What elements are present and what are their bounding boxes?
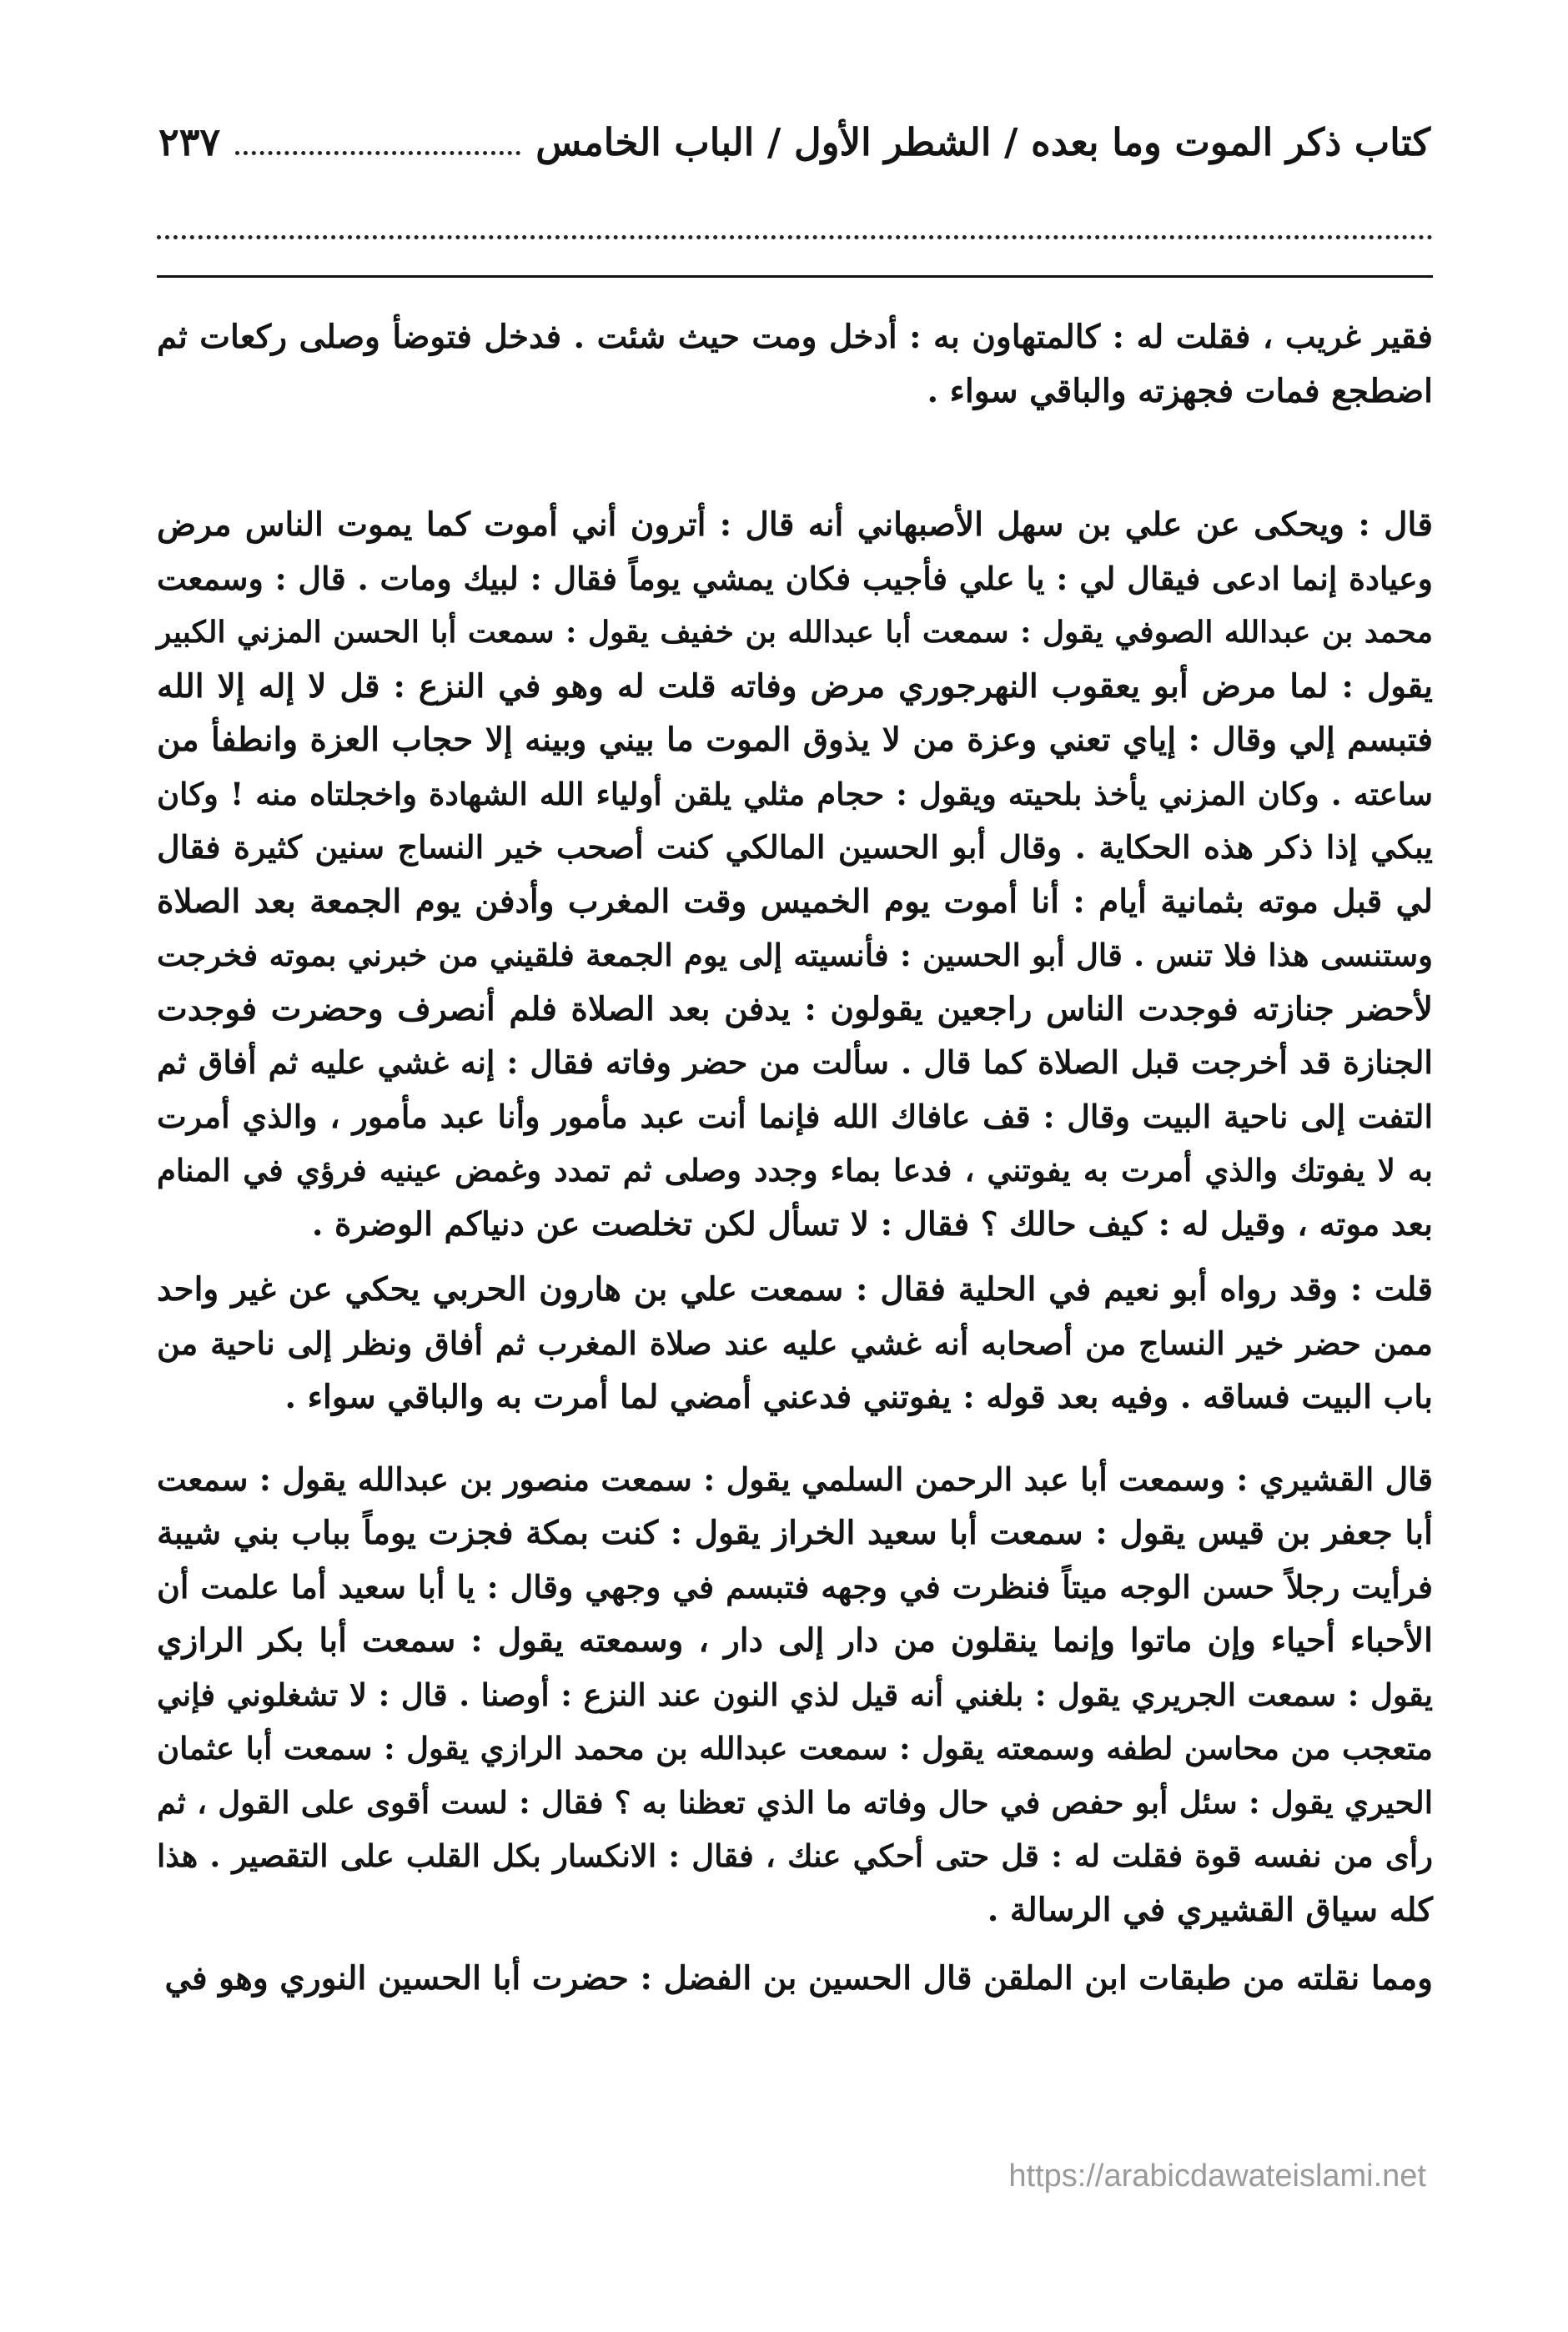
- text-line: يقول : سمعت الجريري يقول : بلغني أنه قيل لذي النون عند النزع : أوصنا . قال : لا تشغلوني فإني: [157, 1676, 1433, 1713]
- dotted-separator: [157, 235, 1433, 239]
- text-line: قلت : وقد رواه أبو نعيم في الحلية فقال : سمعت علي بن هارون الحربي يحكي عن غير واحد: [157, 1270, 1433, 1309]
- text-line: الأحباء أحياء وإن ماتوا وإنما ينقلون من دار إلى دار ، وسمعته يقول : سمعت أبا بكر الرازي: [157, 1621, 1433, 1660]
- text-line: باب البيت فساقه . وفيه بعد قوله : يفوتني فدعني أمضي لما أمرت به والباقي سواء .: [284, 1378, 1433, 1416]
- text-line: فقير غريب ، فقلت له : كالمتهاون به : أدخل ومت حيث شئت . فدخل فتوضأ وصلى ركعات ثم: [157, 318, 1433, 356]
- text-line: الجنازة قد أخرجت قبل الصلاة كما قال . سألت من حضر وفاته فقال : إنه غشي عليه ثم أفاق ثم: [157, 1043, 1433, 1081]
- text-line: التفت إلى ناحية البيت وقال : قف عافاك الله فإنما أنت عبد مأمور وأنا عبد مأمور ، والذي أمرت: [157, 1097, 1433, 1135]
- text-line: لأحضر جنازته فوجدت الناس راجعين يقولون : يدفن بعد الصلاة فلم أنصرف وحضرت فوجدت: [157, 989, 1433, 1028]
- running-header: [158, 108, 1430, 175]
- text-line: يقول : لما مرض أبو يعقوب النهرجوري مرض وفاته قلت له وهو في النزع : قل لا إله إلا الله: [157, 666, 1433, 706]
- header-rule: [157, 275, 1433, 278]
- text-line: أبا جعفر بن قيس يقول : سمعت أبا سعيد الخراز يقول : كنت بمكة فجزت يوماً بباب بني شيبة: [157, 1514, 1433, 1552]
- text-line: رأى من نفسه قوة فقلت له : قل حتى أحكي عنك ، فقال : الانكسار بكل القلب على التقصير . هذا: [157, 1837, 1433, 1874]
- text-line: ومما نقلته من طبقات ابن الملقن قال الحسين بن الفضل : حضرت أبا الحسين النوري وهو في: [164, 1959, 1433, 1998]
- header-title: كتاب ذكر الموت وما بعده / الشطر الأول / الباب الخامس: [535, 119, 1430, 164]
- text-line: ساعته . وكان المزني يأخذ بلحيته ويقول : حجام مثلي يلقن أولياء الله الشهادة واخجلتاه منه ! وكان: [157, 775, 1433, 812]
- watermark-url: https://arabicdawateislami.net: [1008, 2159, 1426, 2194]
- page-number: ٢٣٧: [158, 119, 221, 164]
- text-line: بعد موته ، وقيل له : كيف حالك ؟ فقال : لا تسأل لكن تخلصت عن دنياكم الوضرة .: [311, 1204, 1433, 1244]
- paragraph: [157, 1453, 1433, 1937]
- text-line: ممن حضر خير النساج من أصحابه أنه غشي عليه عند صلاة المغرب ثم أفاق ونظر إلى ناحية من: [157, 1324, 1433, 1362]
- text-line: فتبسم إلي وقال : إياي تعني وعزة من لا يذوق الموت ما بيني وبينه إلا حجاب العزة وانطفأ من: [157, 721, 1433, 759]
- text-line: محمد بن عبدالله الصوفي يقول : سمعت أبا عبدالله بن خفيف يقول : سمعت أبا الحسن المزني الكبير: [157, 615, 1433, 650]
- text-line: اضطجع فمات فجهزته والباقي سواء .: [927, 371, 1433, 410]
- paragraph: [157, 498, 1433, 1251]
- text-line: الحيري يقول : سئل أبو حفص في حال وفاته ما الذي تعظنا به ؟ فقال : لست أقوى على القول ، ثم: [157, 1783, 1433, 1821]
- paragraph: [157, 310, 1433, 418]
- text-line: به لا يفوتك والذي أمرت به يفوتني ، فدعا بماء وجدد وصلى ثم تمدد وغمض عينيه فرؤي في المنام: [157, 1152, 1433, 1189]
- text-line: قال : ويحكى عن علي بن سهل الأصبهاني أنه قال : أترون أني أموت كما يموت الناس مرض: [157, 505, 1433, 544]
- text-line: فرأيت رجلاً حسن الوجه ميتاً فنظرت في وجهه فتبسم في وجهي وقال : يا أبا سعيد أما علمت أن: [157, 1567, 1433, 1606]
- paragraph: [157, 1952, 1433, 2006]
- text-line: متعجب من محاسن لطفه وسمعته يقول : سمعت عبدالله بن محمد الرازي يقول : سمعت أبا عثمان: [157, 1730, 1433, 1767]
- paragraph: [157, 1263, 1433, 1425]
- text-line: وعيادة إنما ادعى فيقال لي : يا علي فأجيب فكان يمشي يوماً فقال : لبيك ومات . قال : وسمعت: [157, 559, 1433, 597]
- text-line: قال القشيري : وسمعت أبا عبد الرحمن السلمي يقول : سمعت منصور بن عبدالله يقول : سمعت: [157, 1460, 1433, 1498]
- text-line: لي قبل موته بثمانية أيام : أنا أموت يوم الخميس وقت المغرب وأدفن يوم الجمعة بعد الصلاة: [157, 882, 1433, 921]
- text-line: وستنسى هذا فلا تنس . قال أبو الحسين : فأنسيته إلى يوم الجمعة فلقيني من خبرني بموته فخرجت: [157, 937, 1433, 973]
- text-line: يبكي إذا ذكر هذه الحكاية . وقال أبو الحسين المالكي كنت أصحب خير النساج سنين كثيرة فقال: [157, 828, 1433, 866]
- header-dot-leader: [235, 129, 520, 155]
- text-line: كله سياق القشيري في الرسالة .: [987, 1890, 1433, 1929]
- page-body: [157, 310, 1433, 2006]
